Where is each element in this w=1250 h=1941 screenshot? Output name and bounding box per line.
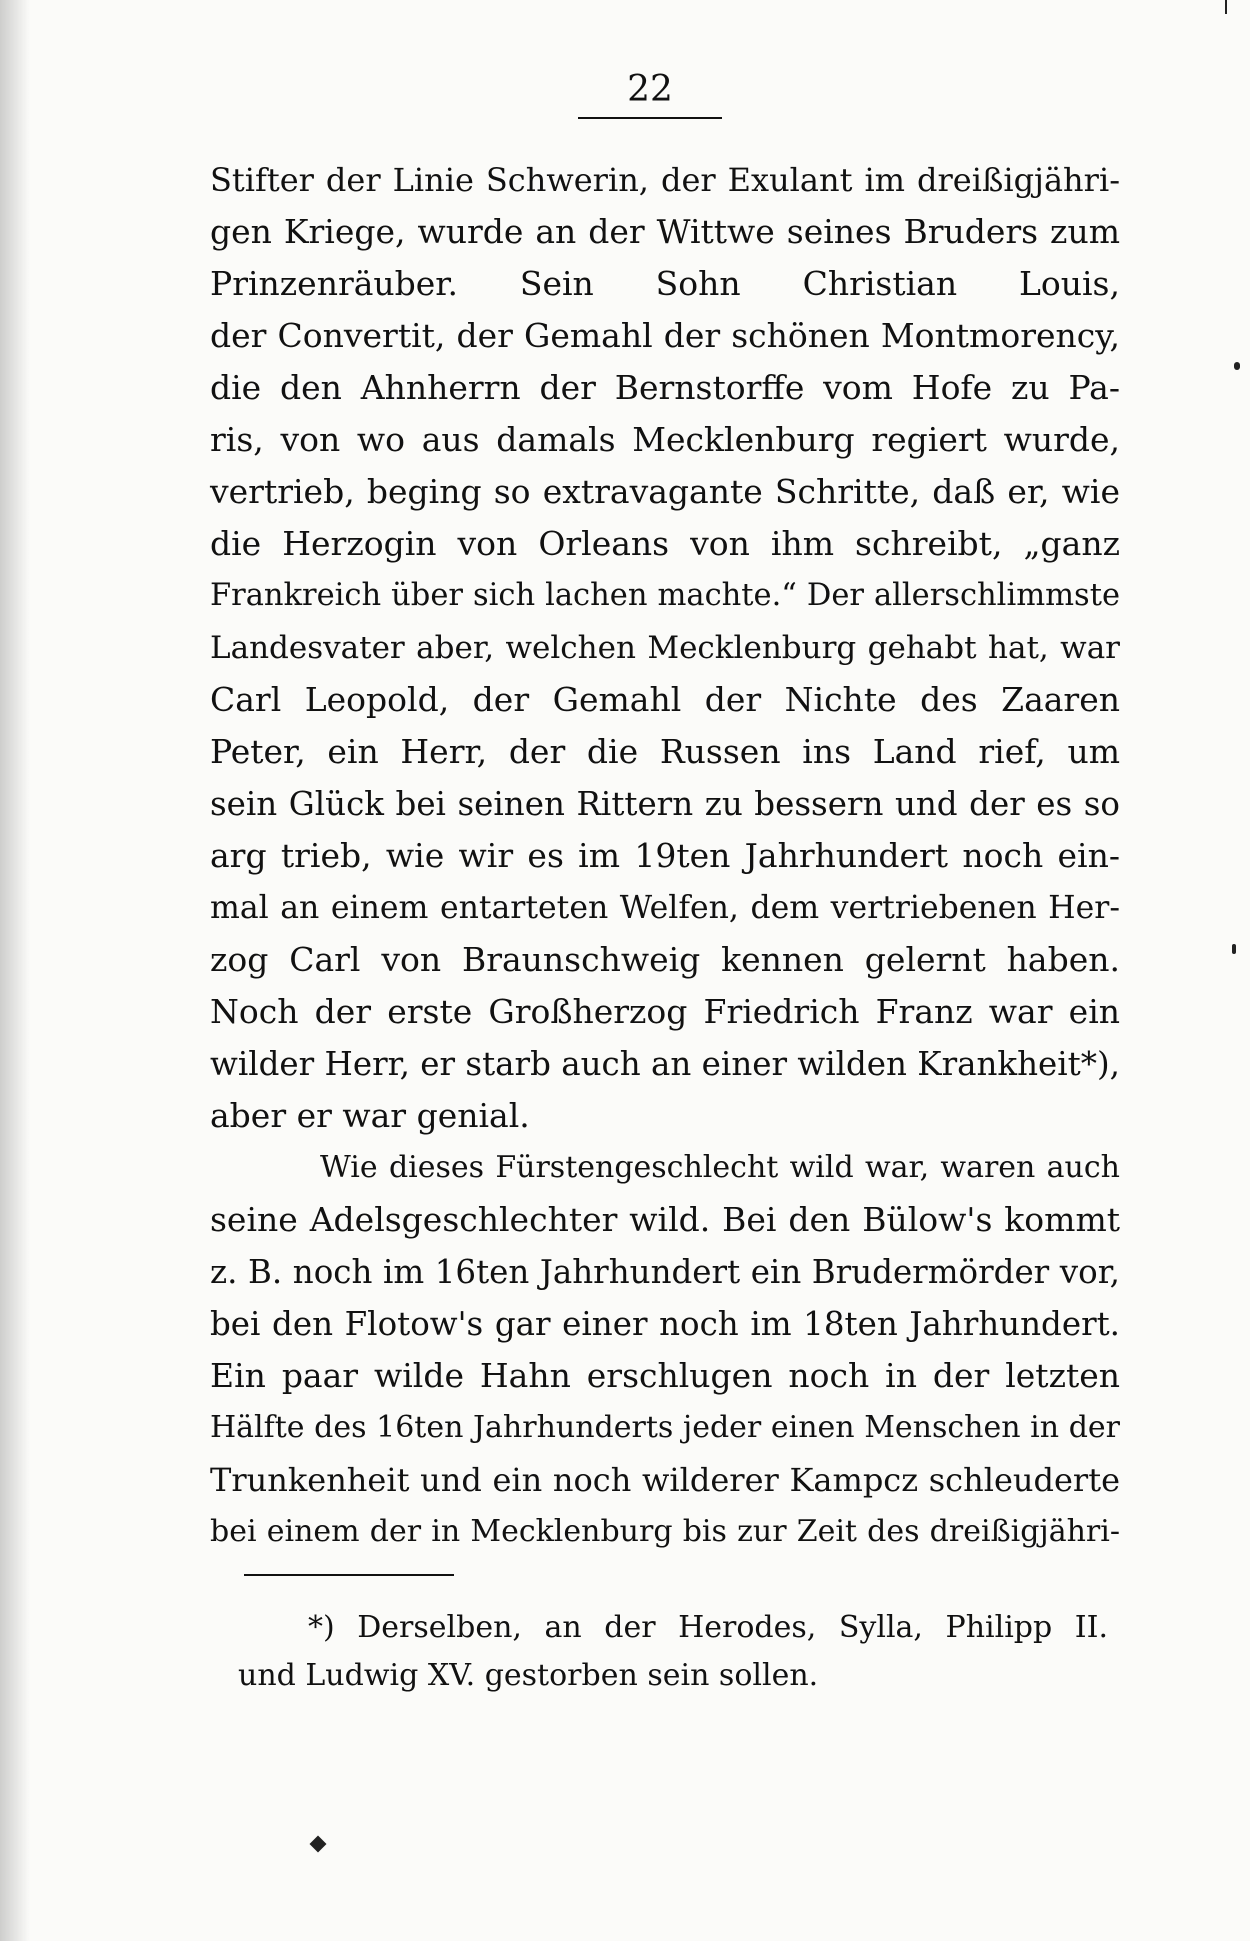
text-line: Peter, ein Herr, der die Russen ins Land rief, um	[210, 732, 1120, 771]
text-line: Stifter der Linie Schwerin, der Exulant im dreißigjähri-	[210, 161, 1120, 199]
text-line: gen Kriege, wurde an der Wittwe seines Bruders zum	[210, 212, 1120, 251]
text-line: Carl Leopold, der Gemahl der Nichte des Zaaren	[210, 680, 1120, 719]
text-line: mal an einem entarteten Welfen, dem vertriebenen Her-	[210, 890, 1120, 926]
text-line: Landesvater aber, welchen Mecklenburg gehabt hat, war	[210, 630, 1120, 666]
page-number-rule	[578, 117, 722, 119]
text-line: sein Glück bei seinen Rittern zu bessern und der es so	[210, 785, 1120, 823]
text-line: bei den Flotow's gar einer noch im 18ten Jahrhundert.	[210, 1305, 1120, 1343]
text-line: z. B. noch im 16ten Jahrhundert ein Brudermörder vor,	[210, 1253, 1120, 1291]
text-line: ris, von wo aus damals Mecklenburg regiert wurde,	[210, 420, 1120, 459]
text-line: seine Adelsgeschlechter wild. Bei den Bülow's kommt	[210, 1200, 1120, 1239]
text-line: Wie dieses Fürstengeschlecht wild war, waren auch	[320, 1150, 1120, 1185]
text-line: bei einem der in Mecklenburg bis zur Zeit des dreißigjähri-	[210, 1514, 1120, 1549]
body-text	[210, 154, 1120, 1558]
scan-mark	[1225, 0, 1227, 14]
text-line: der Convertit, der Gemahl der schönen Montmorency,	[210, 316, 1120, 355]
text-line: Prinzenräuber. Sein Sohn Christian Louis,	[210, 264, 1120, 303]
text-line: Trunkenheit und ein noch wilderer Kampcz schleuderte	[210, 1461, 1120, 1499]
scan-speck	[310, 1836, 327, 1853]
text-line: Noch der erste Großherzog Friedrich Franz war ein	[210, 992, 1120, 1031]
text-line: wilder Herr, er starb auch an einer wilden Krankheit*),	[210, 1045, 1120, 1083]
footnote	[238, 1604, 1108, 1700]
text-line: Hälfte des 16ten Jahrhunderts jeder einen Menschen in der	[210, 1410, 1120, 1445]
text-line: aber er war genial.	[210, 1096, 530, 1135]
text-line: arg trieb, wie wir es im 19ten Jahrhundert noch ein-	[210, 836, 1120, 875]
scan-speck	[1234, 362, 1240, 370]
text-line: vertrieb, beging so extravagante Schritte, daß er, wie	[210, 472, 1120, 511]
text-line: Frankreich über sich lachen machte.“ Der allerschlimmste	[210, 578, 1120, 613]
text-line: Ein paar wilde Hahn erschlugen noch in der letzten	[210, 1356, 1120, 1395]
page-edge-shadow	[0, 0, 30, 1941]
text-line: zog Carl von Braunschweig kennen gelernt haben.	[210, 940, 1120, 979]
page-number: 22	[627, 69, 673, 110]
text-line: die den Ahnherrn der Bernstorffe vom Hofe zu Pa-	[210, 368, 1120, 407]
footnote-line: *) Derselben, an der Herodes, Sylla, Philipp II.	[308, 1610, 1108, 1645]
text-line: die Herzogin von Orleans von ihm schreibt, „ganz	[210, 524, 1120, 563]
scan-speck	[1232, 944, 1236, 954]
footnote-rule	[244, 1574, 454, 1576]
footnote-line: und Ludwig XV. gestorben sein sollen.	[238, 1658, 819, 1693]
